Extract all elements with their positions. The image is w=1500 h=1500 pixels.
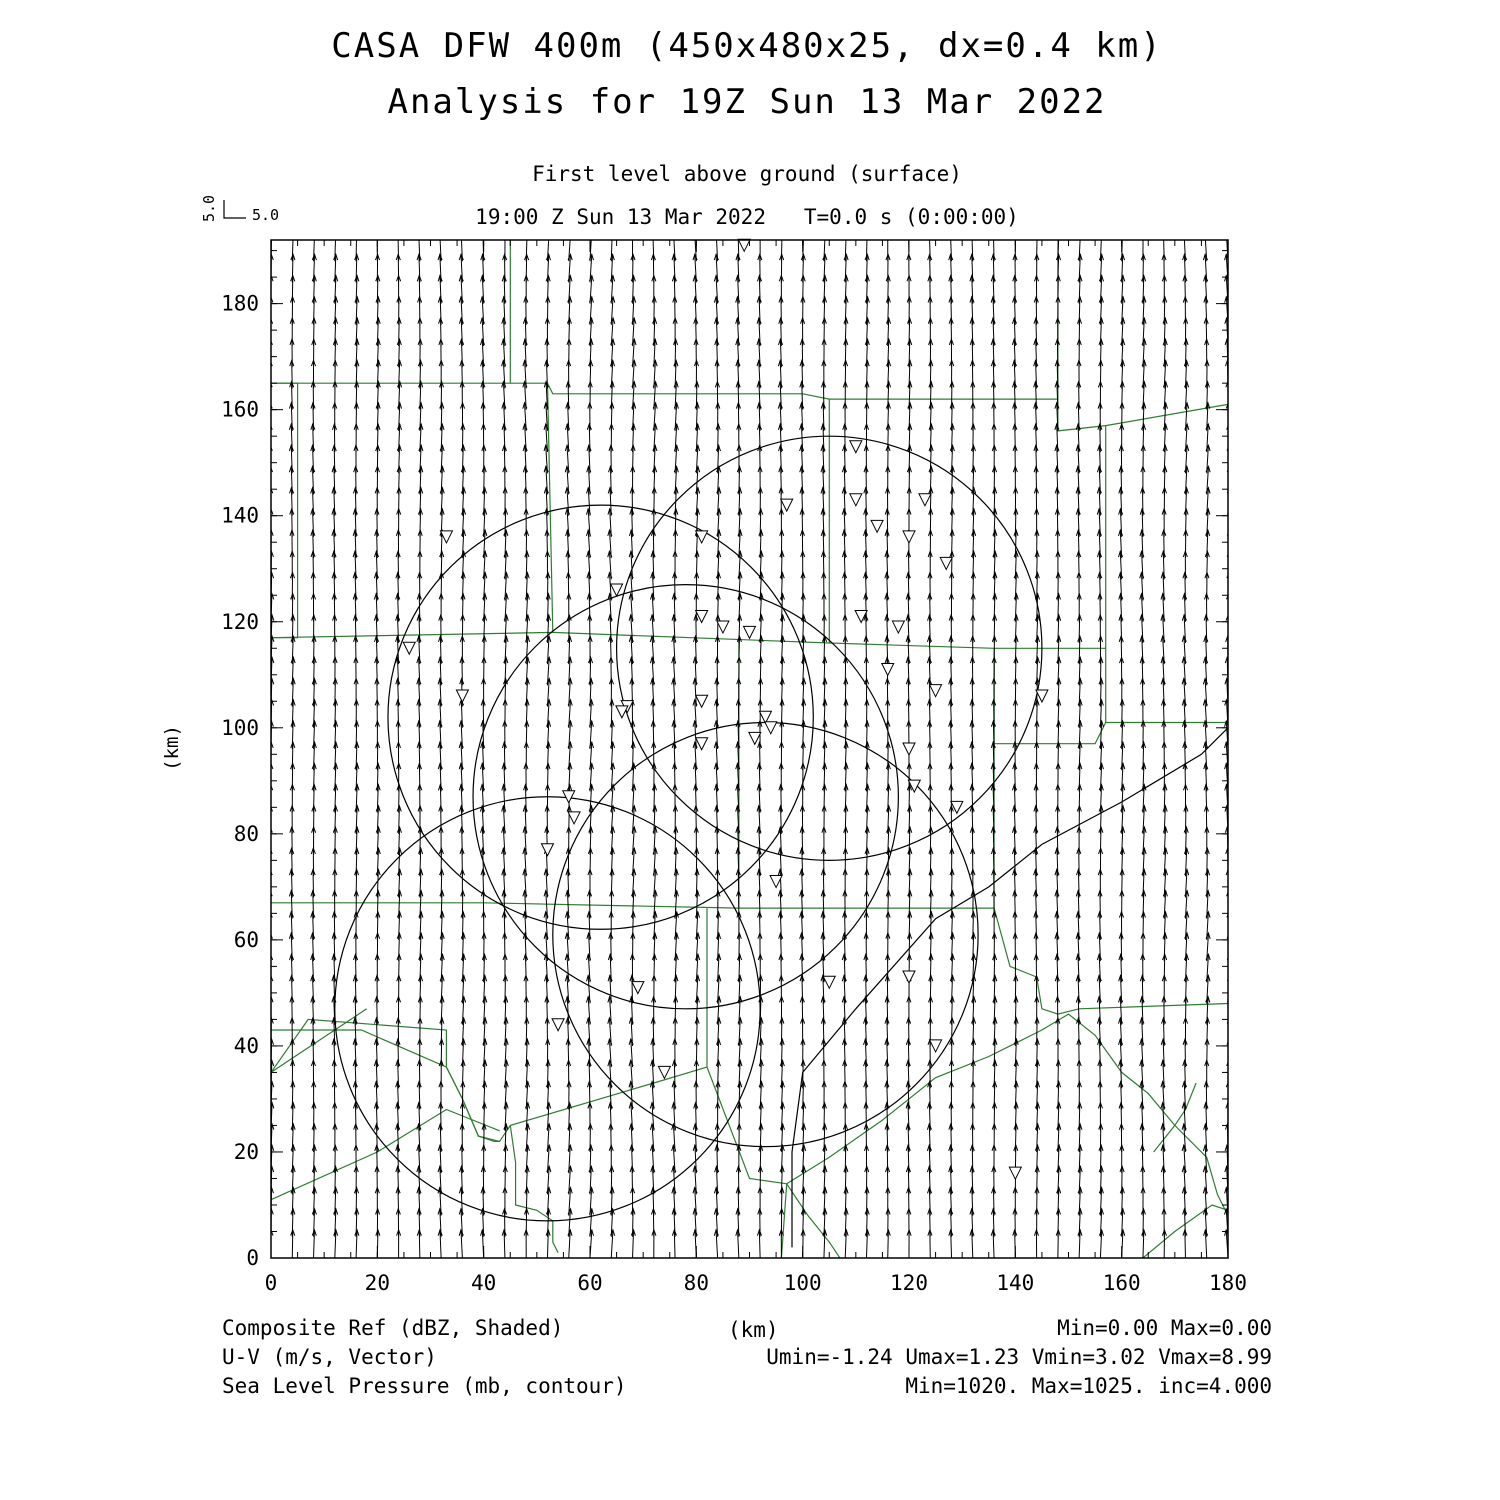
reference-vector-u: 5.0	[252, 206, 280, 224]
wind-vector-head	[1099, 233, 1103, 239]
wind-vector-head	[736, 233, 740, 239]
x-tick-label: 20	[364, 1271, 390, 1295]
chart-title-time: Analysis for 19Z Sun 13 Mar 2022	[387, 82, 1107, 122]
station-marker	[951, 801, 963, 813]
station-marker	[892, 621, 904, 633]
wind-vector	[1037, 233, 1038, 261]
legend-pressure: Sea Level Pressure (mb, contour)	[222, 1374, 627, 1398]
chart-title: CASA DFW 400m (450x480x25, dx=0.4 km)	[331, 26, 1163, 66]
y-tick-label: 80	[233, 821, 259, 846]
wind-vector-head	[269, 233, 273, 239]
station-marker	[765, 722, 777, 734]
x-tick-label: 0	[264, 1271, 278, 1295]
boundary-line	[271, 383, 298, 638]
boundary-line	[446, 1067, 499, 1141]
wind-vector-head	[693, 233, 697, 239]
wind-vector-head	[481, 233, 485, 239]
station-marker	[552, 1019, 564, 1031]
boundary-line	[994, 648, 1106, 743]
valid-time-label: 19:00 Z Sun 13 Mar 2022 T=0.0 s (0:00:00)	[475, 205, 1019, 229]
wind-vector-head	[865, 233, 869, 239]
wind-vector-head	[438, 233, 442, 239]
station-marker	[696, 610, 708, 622]
x-tick-label: 120	[890, 1271, 928, 1295]
wind-vector-head	[630, 233, 634, 239]
wind-vector-head	[568, 233, 572, 239]
boundary-line	[271, 1009, 367, 1073]
wind-vector-head	[1057, 233, 1061, 239]
station-marker	[930, 685, 942, 697]
wind-vector	[356, 233, 357, 261]
level-label: First level above ground (surface)	[532, 162, 962, 186]
station-marker	[940, 557, 952, 569]
wind-vector-head	[1141, 233, 1145, 239]
station-marker	[823, 976, 835, 988]
wind-vector-head	[312, 233, 316, 239]
wind-vector-head	[354, 233, 358, 239]
wind-vector	[993, 233, 994, 261]
wind-vector-head	[1120, 233, 1124, 239]
x-tick-label: 80	[683, 1271, 709, 1295]
wind-vector	[781, 233, 782, 261]
reference-vector-v: 5.0	[200, 194, 218, 222]
boundary-line	[271, 240, 510, 383]
station-marker	[903, 743, 915, 755]
y-tick-label: 180	[221, 291, 259, 316]
boundary-line	[1154, 1083, 1197, 1152]
x-tick-label: 140	[996, 1271, 1035, 1295]
station-marker	[871, 520, 883, 532]
y-tick-label: 20	[233, 1139, 259, 1164]
station-marker	[850, 441, 862, 453]
station-marker	[850, 494, 862, 506]
y-axis-label: (km)	[161, 725, 183, 771]
wind-vector-head	[589, 233, 593, 239]
boundary-line	[707, 1014, 1228, 1216]
wind-vector	[866, 233, 867, 261]
station-marker	[541, 844, 553, 856]
wind-vector-head	[907, 233, 911, 239]
wind-vector-head	[949, 233, 953, 239]
wind-vector-head	[547, 233, 551, 239]
wind-vector-head	[610, 233, 614, 239]
station-marker	[781, 499, 793, 511]
station-marker	[1009, 1167, 1021, 1179]
pressure-contour	[388, 505, 813, 929]
wind-vector-head	[417, 233, 421, 239]
station-marker	[930, 1040, 942, 1052]
wind-vector-head	[844, 233, 848, 239]
legend-wind: U-V (m/s, Vector)	[222, 1345, 437, 1369]
wind-vector-head	[992, 233, 996, 239]
wind-vector-head	[927, 233, 931, 239]
x-axis-label: (km)	[728, 1318, 779, 1342]
boundary-line	[787, 1184, 840, 1258]
x-tick-label: 180	[1209, 1271, 1247, 1295]
x-tick-label: 60	[577, 1271, 603, 1295]
wind-vector-head	[780, 233, 784, 239]
station-marker	[563, 791, 575, 803]
wind-vector-head	[714, 233, 718, 239]
wind-vector-head	[651, 233, 655, 239]
wind-vector-head	[823, 233, 827, 239]
boundary-line	[271, 1110, 500, 1200]
station-marker	[403, 642, 415, 654]
wind-vector-head	[525, 233, 529, 239]
station-marker	[696, 738, 708, 750]
y-tick-label: 40	[233, 1033, 259, 1058]
wind-vector-head	[291, 233, 295, 239]
wind-vector-head	[970, 233, 974, 239]
station-marker	[903, 971, 915, 983]
wind-vector	[1164, 233, 1165, 261]
boundary-line	[994, 908, 1228, 1014]
stats-reflectivity: Min=0.00 Max=0.00	[1057, 1316, 1272, 1340]
station-marker	[919, 494, 931, 506]
plot-axes	[161, 240, 1247, 1295]
wind-vector-head	[1078, 233, 1082, 239]
y-tick-label: 100	[221, 715, 259, 740]
wind-vector-head	[1203, 233, 1207, 239]
wind-vector-head	[459, 233, 463, 239]
x-tick-label: 160	[1102, 1271, 1141, 1295]
wind-vector-head	[801, 233, 805, 239]
wind-vector-head	[1162, 233, 1166, 239]
station-marker	[903, 531, 915, 543]
wind-vector-head	[1182, 233, 1186, 239]
station-marker	[717, 621, 729, 633]
station-marker	[658, 1066, 670, 1078]
wind-vector-head	[672, 233, 676, 239]
plot-frame	[271, 240, 1228, 1258]
stats-pressure: Min=1020. Max=1025. inc=4.000	[905, 1374, 1272, 1398]
station-marker	[696, 695, 708, 707]
wind-vector-head	[1225, 233, 1229, 239]
wind-vector-head	[1013, 233, 1017, 239]
y-tick-label: 120	[221, 609, 259, 634]
wind-vector-head	[1035, 233, 1039, 239]
wind-vector	[398, 233, 399, 261]
y-tick-label: 160	[221, 397, 259, 422]
wind-vector-head	[758, 233, 762, 239]
y-tick-label: 0	[246, 1246, 259, 1270]
wind-vector-head	[396, 233, 400, 239]
boundary-line	[553, 399, 830, 643]
station-marker	[456, 690, 468, 702]
y-tick-label: 140	[221, 503, 259, 528]
boundary-lines	[271, 240, 1228, 1258]
station-marker	[568, 812, 580, 824]
station-marker	[744, 626, 756, 638]
boundary-line	[1106, 648, 1228, 722]
wind-vector-head	[886, 233, 890, 239]
station-marker	[632, 982, 644, 994]
wind-vector-head	[503, 233, 507, 239]
boundary-line	[510, 1125, 558, 1252]
station-marker	[738, 239, 750, 251]
x-tick-label: 100	[783, 1271, 822, 1295]
legend-reflectivity: Composite Ref (dBZ, Shaded)	[222, 1316, 564, 1340]
wind-vector-head	[375, 233, 379, 239]
station-marker	[882, 663, 894, 675]
stats-wind: Umin=-1.24 Umax=1.23 Vmin=3.02 Vmax=8.99	[766, 1345, 1272, 1369]
wind-vector-head	[333, 233, 337, 239]
boundary-line	[829, 426, 1105, 649]
x-tick-label: 40	[471, 1271, 497, 1295]
y-tick-label: 60	[233, 927, 259, 952]
